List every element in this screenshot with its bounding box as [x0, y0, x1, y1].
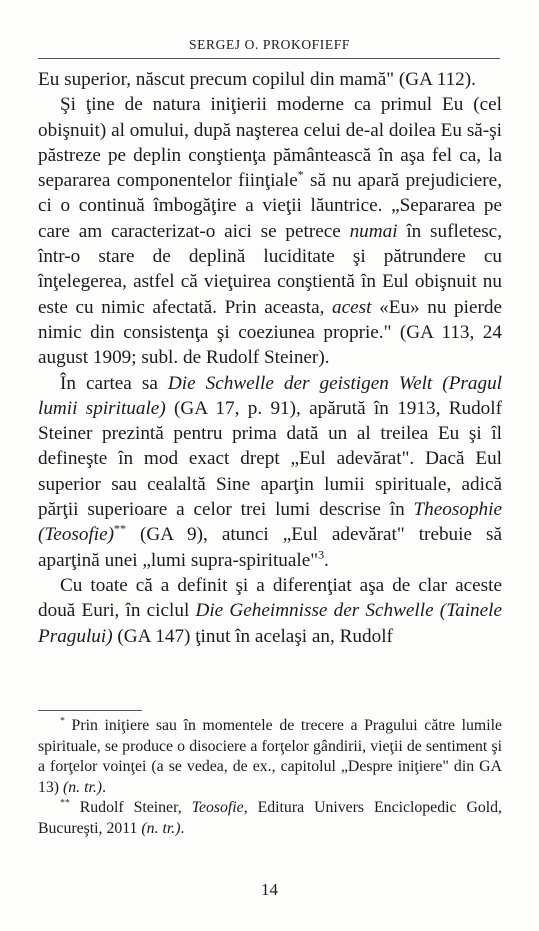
book-title: Teosofie [191, 799, 244, 816]
paragraph-text: . [324, 549, 329, 571]
footnote-marker: ** [60, 797, 70, 809]
paragraph-text: Eu superior, născut precum copilul din mamă" (GA 112). [38, 69, 476, 90]
paragraph-text: (GA 9), atunci „Eul adevărat" trebuie să aparţină unei „lumi supra-spirituale" [38, 524, 502, 571]
footnote-text: . [102, 778, 107, 796]
footnotes [38, 716, 502, 839]
book-title: Die Geheimnisse der Schwelle (Tainele Pragului) [38, 600, 502, 647]
footnote-text: Rudolf Steiner, [69, 799, 192, 816]
running-header: SERGEJ O. PROKOFIEFF [189, 37, 350, 52]
header-rule [38, 58, 500, 59]
main-text [38, 67, 502, 649]
paragraph-text: În cartea sa [60, 372, 168, 394]
footnote-marker: ** [114, 521, 126, 536]
paragraph-text: «Eu» nu pierde nimic din consistenţa şi coeziunea proprie." (GA 113, 24 august 1909; subl. de Rudolf Steiner). [38, 296, 502, 369]
emphasis: acest [332, 296, 372, 318]
book-title: Die Schwelle der geistigen Welt (Pragul lumii spirituale) [38, 372, 502, 419]
book-title: Theosophie (Teosofie) [38, 499, 502, 546]
paragraph-text: să nu apară prejudiciere, ci o continuă îmbogăţire a vieţii lăuntrice. „Separarea pe care am caracterizat-o aici se petrece [38, 170, 502, 242]
endnote-reference: 3 [318, 547, 325, 562]
footnote-1 [38, 716, 502, 798]
paragraph-text: (GA 147) ţinut în acelaşi an, Rudolf [112, 625, 393, 647]
paragraph-text: (GA 17, p. 91), apărută în 1913, Rudolf Steiner prezintă pentru prima dată un al treilea Eu şi îl defineşte în mod exact drept „Eul adevărat". Dacă Eul superior sau cealaltă Sine aparţin lumii spirituale, adică părţii superioare a celor trei lumi descrise în [38, 397, 502, 521]
footnote-2 [38, 798, 502, 839]
emphasis: numai [349, 220, 398, 242]
page-number: 14 [261, 880, 278, 899]
paragraph-two-selves [38, 573, 502, 649]
translator-note: (n. tr.) [63, 778, 103, 796]
footnote-text: . [180, 819, 185, 837]
footnote-text: , Editura Univers Enciclopedic Gold, Bucureşti, 2011 [38, 799, 502, 837]
paragraph-text: Cu toate că a definit şi a diferenţiat aşa de clar aceste două Euri, în ciclul [38, 574, 502, 622]
footnote-text: Prin iniţiere sau în momentele de trecere a Pragului către lumile spirituale, se produce o disociere a forţelor gândirii, vieţii de sentiment şi a forţelor voinţei (a se vedea, de ex., capitolul „Despre iniţiere" din GA 13) [38, 717, 502, 796]
paragraph-text: Şi ţine de natura iniţierii moderne ca primul Eu (cel obişnuit) al omului, după naşterea celui de-al doilea Eu să-şi păstreze pe deplin conştienţa pământească în aşa fel ca, la separarea componentelor fiinţiale [38, 94, 502, 192]
paragraph-initiation [38, 92, 502, 370]
footnote-marker: * [60, 715, 65, 727]
paragraph-third-self [38, 371, 502, 573]
paragraph-text: în sufletesc, într-o stare de deplină luciditate şi pătrundere cu înţelegerea, astfel că vieţuirea conştientă în Eul obişnuit nu este cu nimic afectată. Prin aceasta, [38, 220, 502, 318]
paragraph-continuation [38, 67, 502, 92]
translator-note: (n. tr.) [141, 819, 181, 837]
footnote-marker: * [297, 167, 304, 182]
footnote-rule [38, 710, 142, 711]
